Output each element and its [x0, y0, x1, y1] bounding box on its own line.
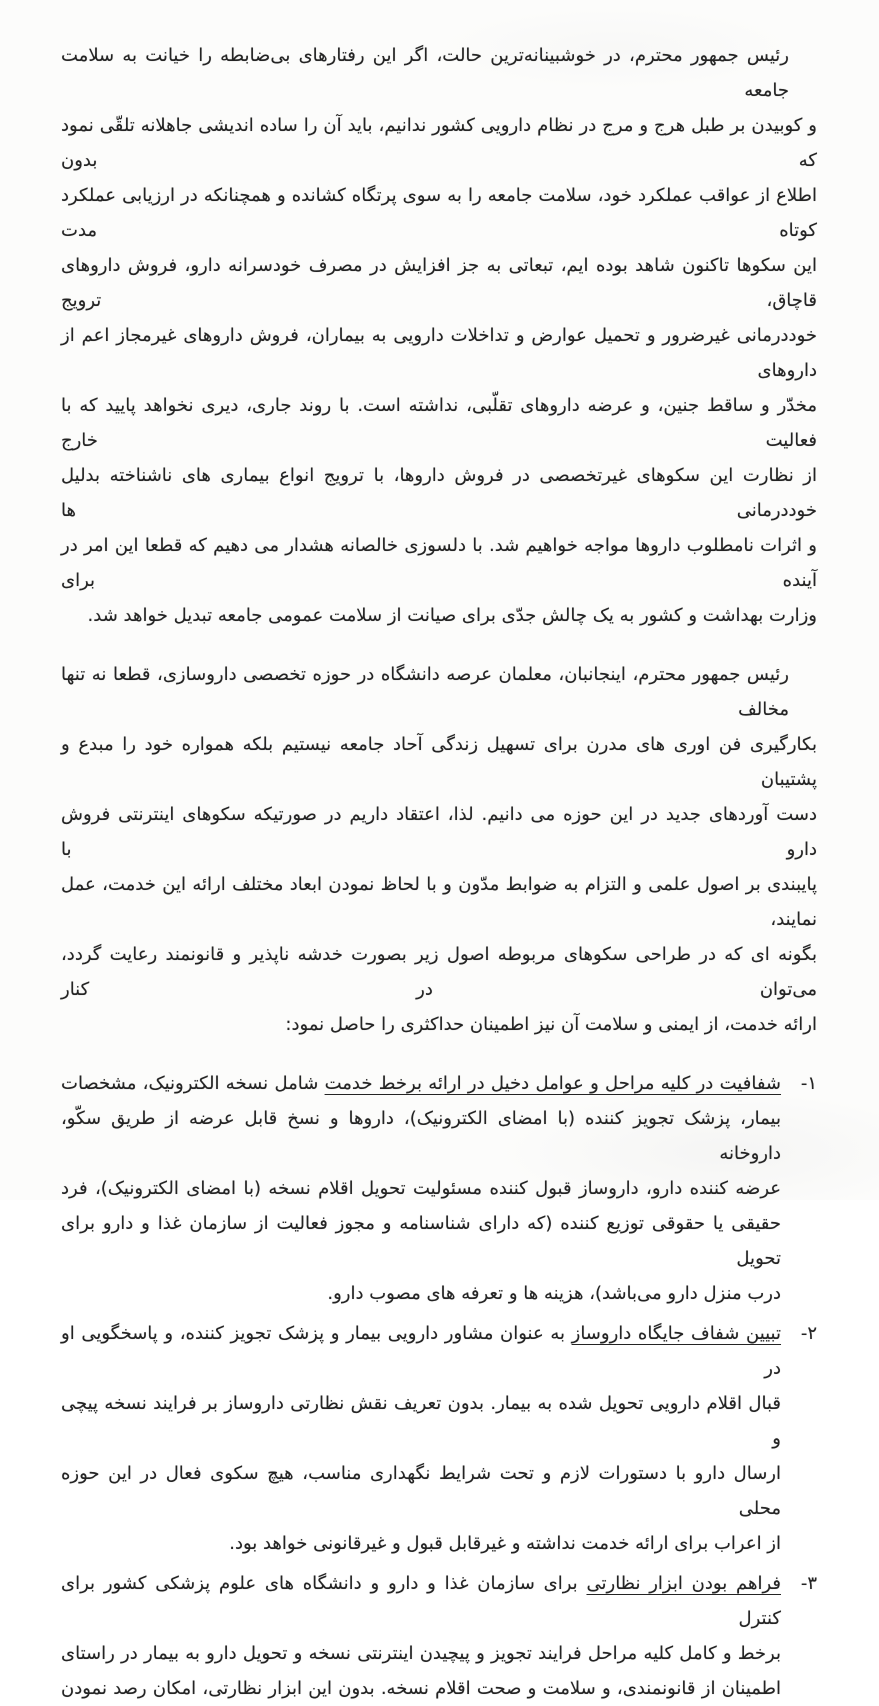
text-segment: برای سازمان غذا و دارو و دانشگاه های علوم پزشکی کشور برای کنترل	[61, 1573, 781, 1629]
text-segment: خوددرمانی غیرضرور و تحمیل عوارض و تداخلات دارویی به بیماران، فروش داروهای غیرمجاز اعم از داروهای	[61, 325, 817, 381]
text-line	[61, 528, 817, 598]
text-segment: وزارت بهداشت و کشور به یک چالش جدّی برای صیانت از سلامت عمومی جامعه تبدیل خواهد شد.	[87, 605, 817, 626]
text-line	[61, 867, 817, 937]
text-line	[61, 1316, 781, 1386]
list-item	[61, 1316, 817, 1561]
list-item-number: ۱-	[800, 1073, 817, 1094]
list-item	[61, 1566, 817, 1706]
text-line	[61, 1276, 781, 1311]
text-segment: قبال اقلام دارویی تحویل شده به بیمار. بدون تعریف نقش نظارتی داروساز بر فرایند نسخه پیچی و	[61, 1393, 781, 1449]
text-segment: دست آوردهای جدید در این حوزه می دانیم. لذا، اعتقاد داریم در صورتیکه سکوهای اینترنتی فروش دارو با	[61, 804, 817, 860]
text-line	[61, 598, 817, 633]
text-line	[61, 1206, 781, 1276]
text-segment: و کوبیدن بر طبل هرج و مرج در نظام دارویی کشور ندانیم، باید آن را ساده اندیشی جاهلانه تلقّی نمود که بدون	[61, 115, 817, 171]
text-line	[61, 458, 817, 528]
text-line	[61, 1386, 781, 1456]
text-segment: مخدّر و ساقط جنین، و عرضه داروهای تقلّبی، نداشته است. با روند جاری، دیری نخواهد پایید که با فعالیت خارج	[61, 395, 817, 451]
text-segment: رئیس جمهور محترم، در خوشبینانه‌ترین حالت، اگر این رفتارهای بی‌ضابطه را خیانت به سلامت جامعه	[61, 45, 789, 101]
paragraph	[61, 657, 817, 1042]
list-item	[61, 1066, 817, 1311]
text-segment: اطلاع از عواقب عملکرد خود، سلامت جامعه را به سوی پرتگاه کشانده و همچنانکه در ارزیابی عملکرد کوتاه مدت	[61, 185, 817, 241]
text-segment: درب منزل دارو می‌باشد)، هزینه ها و تعرفه های مصوب دارو.	[327, 1283, 781, 1304]
text-segment: این سکوها تاکنون شاهد بوده ایم، تبعاتی به جز افزایش در مصرف خودسرانه دارو، فروش داروهای قاچاق، ترویج	[61, 255, 817, 311]
list-item-number: ۳-	[800, 1573, 817, 1594]
text-segment: شامل نسخه الکترونیک، مشخصات	[61, 1073, 325, 1094]
text-line	[61, 1171, 781, 1206]
text-line	[61, 108, 817, 178]
text-line	[61, 38, 817, 108]
text-segment: بکارگیری فن اوری های مدرن برای تسهیل زندگی آحاد جامعه نیستیم بلکه همواره خود را مبدع و پشتیبان	[61, 734, 817, 790]
text-line	[61, 1636, 781, 1671]
text-segment: ارائه خدمت، از ایمنی و سلامت آن نیز اطمینان حداکثری را حاصل نمود:	[285, 1014, 817, 1035]
text-segment: از نظارت این سکوهای غیرتخصصی در فروش داروها، با ترویج انواع بیماری های ناشناخته بدلیل خوددرمانی ها	[61, 465, 817, 521]
text-segment: از اعراب برای ارائه خدمت نداشته و غیرقابل قبول و غیرقانونی خواهد بود.	[229, 1533, 781, 1554]
text-line	[61, 388, 817, 458]
text-segment: بیمار، پزشک تجویز کننده (با امضای الکترونیک)، داروها و نسخ قابل عرضه از طریق سکّو، داروخانه	[61, 1108, 781, 1164]
text-line	[61, 1671, 781, 1706]
text-line	[61, 797, 817, 867]
text-line	[61, 1101, 781, 1171]
underlined-text: فراهم بودن ابزار نظارتی	[586, 1573, 781, 1594]
text-line	[61, 1066, 781, 1101]
text-segment: و اثرات نامطلوب داروها مواجه خواهیم شد. با دلسوزی خالصانه هشدار می دهیم که قطعا این امر در آینده برای	[61, 535, 817, 591]
text-segment: حقیقی یا حقوقی توزیع کننده (که دارای شناسنامه و مجوز فعالیت از سازمان غذا و دارو برای تحویل	[61, 1213, 781, 1269]
text-line	[61, 937, 817, 1007]
text-line	[61, 1526, 781, 1561]
text-segment: ارسال دارو با دستورات لازم و تحت شرایط نگهداری مناسب، هیچ سکوی فعال در این حوزه محلی	[61, 1463, 781, 1519]
text-segment: رئیس جمهور محترم، اینجانبان، معلمان عرصه دانشگاه در حوزه تخصصی داروسازی، قطعا نه تنها مخالف	[61, 664, 789, 720]
text-line	[61, 1456, 781, 1526]
text-line	[61, 727, 817, 797]
text-line	[61, 657, 817, 727]
text-segment: پایبندی بر اصول علمی و التزام به ضوابط مدّون و با لحاظ نمودن ابعاد مختلف ارائه این خدمت، عمل نمایند،	[61, 874, 817, 930]
text-line	[61, 248, 817, 318]
text-segment: اطمینان از قانونمندی، و سلامت و صحت اقلام نسخه. بدون این ابزار نظارتی، امکان رصد نمودن	[61, 1678, 781, 1699]
underlined-text: شفافیت در کلیه مراحل و عوامل دخیل در ارائه برخط خدمت	[324, 1073, 782, 1094]
text-line	[61, 1007, 817, 1042]
text-segment: بگونه ای که در طراحی سکوهای مربوطه اصول زیر بصورت خدشه ناپذیر و قانونمند رعایت گردد، می‌توان در کنار	[61, 944, 817, 1000]
text-segment: عرضه کننده دارو، داروساز قبول کننده مسئولیت تحویل اقلام نسخه (با امضای الکترونیک)، فرد	[61, 1178, 781, 1199]
document-body	[61, 38, 817, 1706]
paragraph	[61, 38, 817, 633]
text-segment: برخط و کامل کلیه مراحل فرایند تجویز و پیچیدن اینترنتی نسخه و تحویل دارو به بیمار در راستای	[61, 1643, 781, 1664]
list-item-number: ۲-	[800, 1323, 817, 1344]
underlined-text: تبیین شفاف جایگاه داروساز	[571, 1323, 782, 1344]
text-line	[61, 1566, 781, 1636]
text-line	[61, 318, 817, 388]
text-line	[61, 178, 817, 248]
text-segment: به عنوان مشاور دارویی بیمار و پزشک تجویز کننده، و پاسخگویی او در	[61, 1323, 781, 1379]
